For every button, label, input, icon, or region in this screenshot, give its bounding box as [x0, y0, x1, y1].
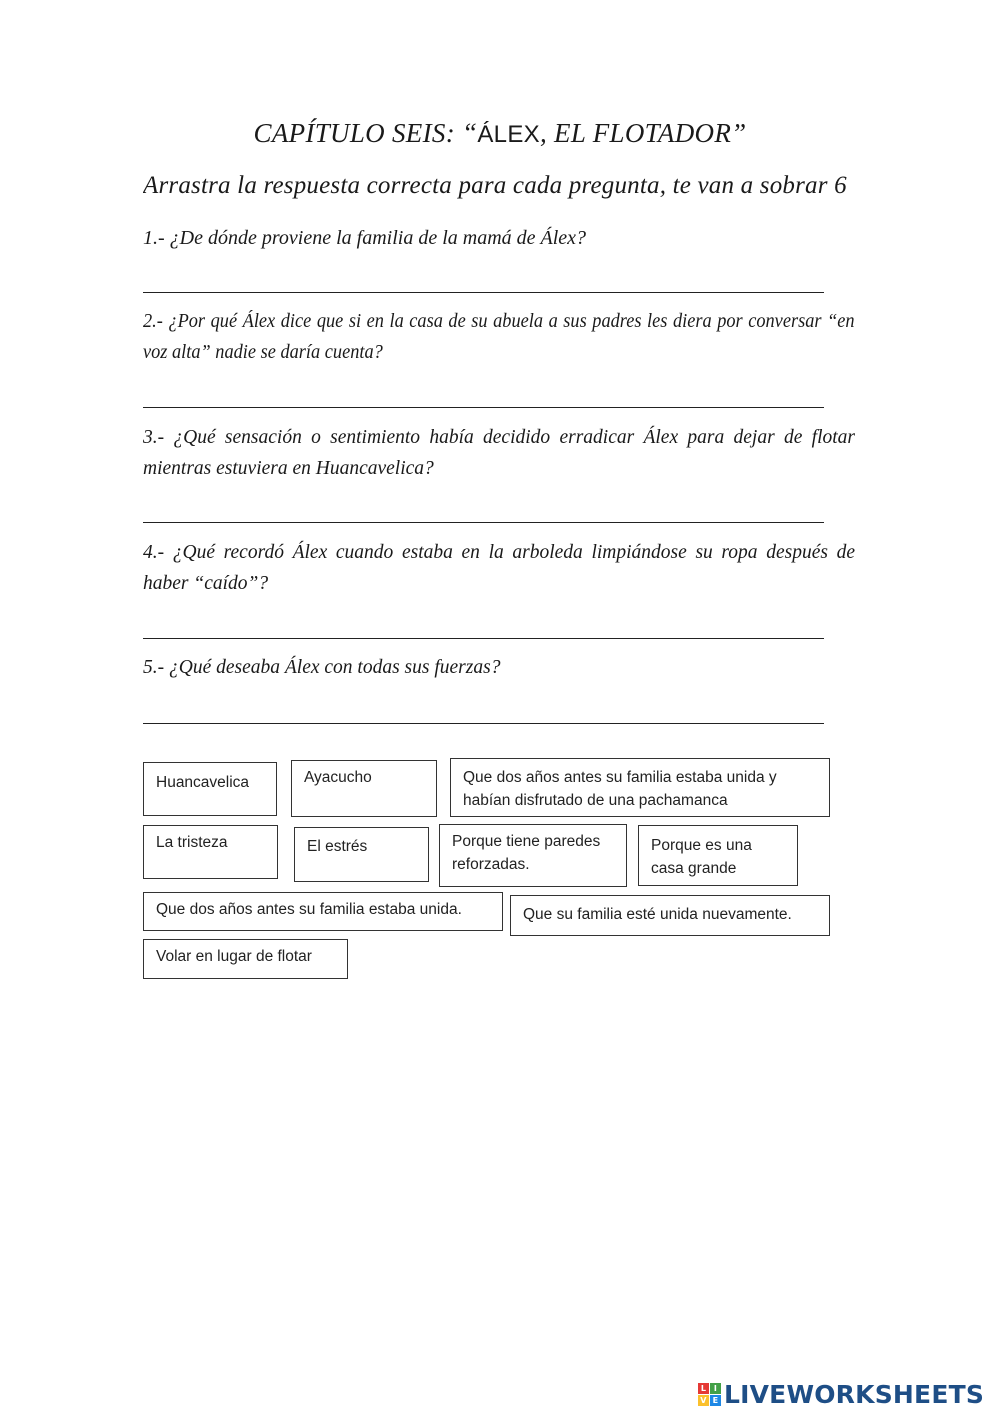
answer-option-paredes-reforzadas[interactable]: Porque tiene paredes reforzadas. [439, 824, 627, 887]
answer-line-1[interactable] [143, 292, 824, 293]
answer-option-ayacucho[interactable]: Ayacucho [291, 760, 437, 817]
answer-line-3[interactable] [143, 522, 824, 523]
question-1: 1.- ¿De dónde proviene la familia de la mamá de Álex? [143, 227, 587, 249]
answer-option-estres[interactable]: El estrés [294, 827, 429, 882]
liveworksheets-logo [698, 1378, 984, 1410]
question-4: 4.- ¿Qué recordó Álex cuando estaba en la arboleda limpiándose su ropa después de haber “caído”? [143, 542, 855, 594]
answer-option-family-united-pachamanca[interactable]: Que dos años antes su familia estaba unida y habían disfrutado de una pachamanca [450, 758, 830, 817]
answer-option-casa-grande[interactable]: Porque es una casa grande [638, 825, 798, 886]
worksheet-title: CAPÍTULO SEIS: “ÁLEX, EL FLOTADOR” [253, 118, 747, 148]
question-3: 3.- ¿Qué sensación o sentimiento había decidido erradicar Álex para dejar de flotar mientras estuviera en Huancavelica? [143, 427, 855, 479]
answer-option-tristeza[interactable]: La tristeza [143, 825, 278, 879]
answer-line-2[interactable] [143, 407, 824, 408]
logo-grid-icon: L I V E [698, 1383, 721, 1406]
answer-line-4[interactable] [143, 638, 824, 639]
question-2: 2.- ¿Por qué Álex dice que si en la casa de su abuela a sus padres les diera por conversar “en voz alta” nadie se daría cuenta? [143, 311, 855, 363]
instruction-text: Arrastra la respuesta correcta para cada pregunta, te van a sobrar 6 [143, 172, 847, 199]
answer-option-family-united-again[interactable]: Que su familia esté unida nuevamente. [510, 895, 830, 936]
answer-option-huancavelica[interactable]: Huancavelica [143, 762, 277, 816]
answer-line-5[interactable] [143, 723, 824, 724]
answer-option-volar[interactable]: Volar en lugar de flotar [143, 939, 348, 979]
logo-text: LIVEWORKSHEETS [724, 1379, 985, 1409]
title-alex: ÁLEX [477, 121, 540, 148]
answer-option-family-united[interactable]: Que dos años antes su familia estaba unida. [143, 892, 503, 931]
question-5: 5.- ¿Qué deseaba Álex con todas sus fuerzas? [143, 657, 501, 678]
